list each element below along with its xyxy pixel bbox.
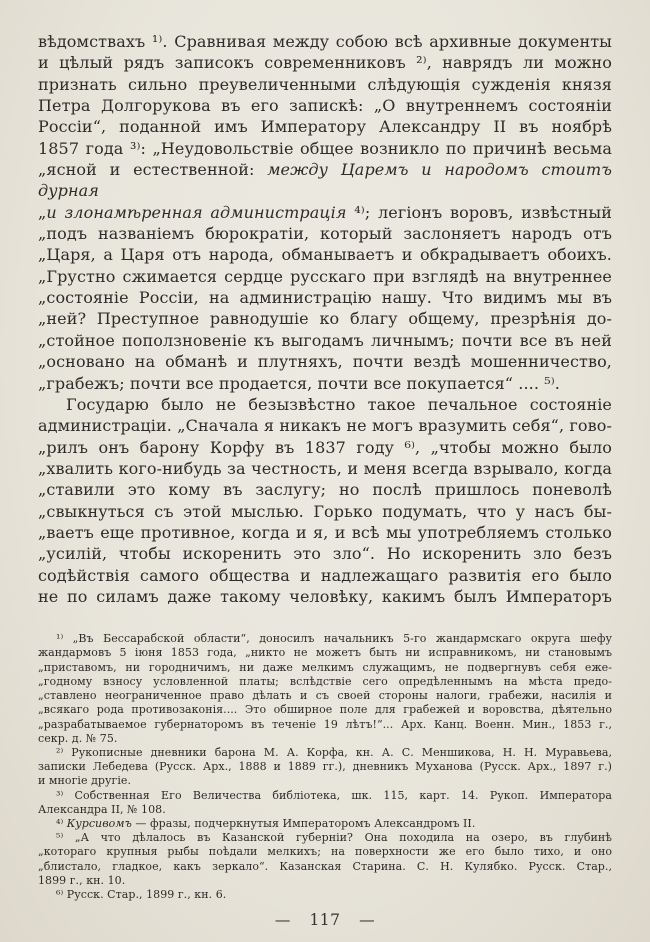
text-segment: „разрабатываемое губернаторомъ въ теченіе 19 лѣтъ!“... Арх. Канц. Военн. Мин., 1853 г., [38, 717, 612, 731]
text-line [38, 351, 612, 372]
text-segment: „состояніе Россіи, на администрацію нашу. Что видимъ мы въ [38, 288, 612, 308]
page-number: — 117 — [274, 911, 376, 930]
text-line [38, 95, 612, 116]
text-segment: „ясной и естественной: [38, 160, 268, 180]
text-segment: „ставлено неограниченное право дѣлать и съ своей стороны налоги, грабежи, насилія и [38, 689, 612, 703]
text-line [38, 31, 612, 52]
text-line [38, 874, 612, 888]
text-segment: „ [38, 202, 47, 222]
footnote [38, 789, 612, 817]
paragraph [38, 31, 612, 394]
text-segment: „Царя, а Царя отъ народа, обманываетъ и обкрадываетъ обоихъ. [38, 245, 612, 265]
footnote [38, 817, 612, 831]
text-line [38, 522, 612, 543]
text-line [38, 586, 612, 607]
emperor-underlined-text: и злонамѣренная администрація [46, 202, 347, 222]
text-line [38, 415, 612, 436]
text-line [38, 774, 612, 788]
text-line [38, 760, 612, 774]
text-line [38, 632, 612, 646]
text-segment: „рилъ онъ барону Корфу въ 1837 году ⁶⁾, „чтобы можно было [38, 437, 612, 457]
text-line [38, 860, 612, 874]
text-line [38, 746, 612, 760]
text-line [38, 394, 612, 415]
text-segment: жандармовъ 5 іюня 1853 года, „никто не можетъ быть ни исправникомъ, ни становымъ [38, 646, 612, 660]
text-segment: признать сильно преувеличенными слѣдующія сужденія князя [38, 74, 612, 94]
text-line [38, 789, 612, 803]
emperor-underlined-text: Курсивомъ [66, 816, 132, 830]
text-line [38, 159, 612, 202]
text-line [38, 116, 612, 137]
text-segment: „всякаго рода противозаконія.... Это обширное поле для грабежей и воровства, дѣятельно [38, 703, 612, 717]
text-segment: Петра Долгорукова въ его запискѣ: „О внутреннемъ состояніи [38, 96, 612, 116]
text-segment: „котораго крупныя рыбы поѣдали мелкихъ; на поверхности же его было тихо, и оно [38, 845, 612, 859]
text-segment: ⁶⁾ Русск. Стар., 1899 г., кн. 6. [56, 887, 227, 901]
text-segment: „грабежъ; почти все продается, почти все покупается“ .... ⁵⁾. [38, 373, 560, 393]
text-segment: „блистало, гладкое, какъ зеркало“. Казанская Старина. С. Н. Кулябко. Русск. Стар., [38, 859, 612, 873]
text-segment: — фразы, подчеркнутыя Императоромъ Александромъ II. [131, 816, 476, 830]
text-segment: „ней? Преступное равнодушіе ко благу общему, презрѣнія до- [38, 309, 612, 329]
text-segment: „стойное поползновеніе къ выгодамъ личнымъ; почти все въ ней [38, 330, 612, 350]
text-segment: ¹⁾ „Въ Бессарабской области“, доносилъ начальникъ 5-го жандармскаго округа шефу [56, 632, 612, 646]
text-line [38, 718, 612, 732]
text-segment: Государю было не безызвѣстно такое печальное состояніе [66, 394, 612, 414]
text-line [38, 732, 612, 746]
text-line [38, 223, 612, 244]
text-segment: „Грустно сжимается сердце русскаго при взглядѣ на внутреннее [38, 266, 612, 286]
text-line [38, 565, 612, 586]
text-line [38, 675, 612, 689]
text-segment: „ваетъ еще противное, когда и я, и всѣ мы употребляемъ столько [38, 522, 612, 542]
text-line [38, 888, 612, 902]
text-line [38, 831, 612, 845]
text-line [38, 52, 612, 73]
text-segment: „свыкнуться съ этой мыслью. Горько подумать, что у насъ бы- [38, 501, 612, 521]
text-line [38, 202, 612, 223]
text-segment: Александра II, № 108. [38, 802, 166, 816]
text-segment: „основано на обманѣ и плутняхъ, почти вездѣ мошенничество, [38, 352, 612, 372]
footnote [38, 888, 612, 902]
text-line [38, 689, 612, 703]
text-line [38, 266, 612, 287]
text-segment: „ставили это кому въ заслугу; но послѣ пришлось поневолѣ [38, 480, 612, 500]
text-line [38, 458, 612, 479]
text-segment: администраціи. „Сначала я никакъ не могъ вразумить себя“, гово- [38, 416, 612, 436]
text-line [38, 543, 612, 564]
main-text-block [38, 31, 612, 607]
text-segment: „приставомъ, ни городничимъ, ни даже мелкимъ служащимъ, не подвергнувъ себя еже- [38, 660, 612, 674]
text-segment: секр. д. № 75. [38, 731, 118, 745]
text-segment: 1857 года ³⁾: „Неудовольствіе общее возникло по причинѣ весьма [38, 138, 612, 158]
text-line [38, 479, 612, 500]
text-segment: ⁵⁾ „А что дѣлалось въ Казанской губерніи? Она походила на озеро, въ глубинѣ [56, 831, 612, 845]
text-segment: 1899 г., кн. 10. [38, 873, 126, 887]
text-line [38, 817, 612, 831]
text-segment: содѣйствія самого общества и надлежащаго развитія его было [38, 565, 612, 585]
text-line [38, 845, 612, 859]
emperor-underlined-text: между Царемъ и народомъ стоитъ дурная [38, 160, 612, 201]
text-segment: Россіи“, поданной имъ Императору Александру II въ ноябрѣ [38, 117, 612, 137]
footnote [38, 746, 612, 789]
footnotes-block [38, 632, 612, 902]
footnote [38, 831, 612, 888]
text-line [38, 437, 612, 458]
text-segment: ⁴⁾; легіонъ воровъ, извѣстный [346, 202, 612, 222]
text-segment: „подъ названіемъ бюрократіи, который заслоняетъ народъ отъ [38, 224, 612, 244]
text-segment: ⁴⁾ [56, 816, 67, 830]
text-segment: не по силамъ даже такому человѣку, какимъ былъ Императоръ [38, 586, 612, 606]
text-segment: и многіе другіе. [38, 774, 131, 788]
text-line [38, 287, 612, 308]
text-segment: „хвалить кого-нибудь за честность, и меня всегда взрывало, когда [38, 458, 612, 478]
text-segment: „усилій, чтобы искоренить это зло“. Но искоренить зло безъ [38, 544, 612, 564]
text-segment: записки Лебедева (Русск. Арх., 1888 и 1889 гг.), дневникъ Муханова (Русск. Арх., 1897 г.) [38, 760, 612, 774]
text-line [38, 244, 612, 265]
text-line [38, 661, 612, 675]
text-segment: „годному взносу условленной платы; вслѣдствіе сего опредѣленнымъ на мѣста предо- [38, 674, 612, 688]
text-line [38, 373, 612, 394]
text-segment: ²⁾ Рукописные дневники барона М. А. Корфа, кн. А. С. Меншикова, Н. Н. Муравьева, [56, 745, 612, 759]
footnote [38, 632, 612, 746]
text-line [38, 703, 612, 717]
text-line [38, 803, 612, 817]
text-line [38, 646, 612, 660]
text-segment: вѣдомствахъ ¹⁾. Сравнивая между собою всѣ архивные документы [38, 32, 612, 51]
text-segment: и цѣлый рядъ записокъ современниковъ ²⁾, наврядъ ли можно [38, 53, 612, 73]
text-line [38, 501, 612, 522]
text-line [38, 308, 612, 329]
text-line [38, 138, 612, 159]
text-line [38, 330, 612, 351]
text-line [38, 74, 612, 95]
paragraph [38, 394, 612, 607]
text-segment: ³⁾ Собственная Его Величества библіотека, шк. 115, карт. 14. Рукоп. Императора [56, 788, 612, 802]
